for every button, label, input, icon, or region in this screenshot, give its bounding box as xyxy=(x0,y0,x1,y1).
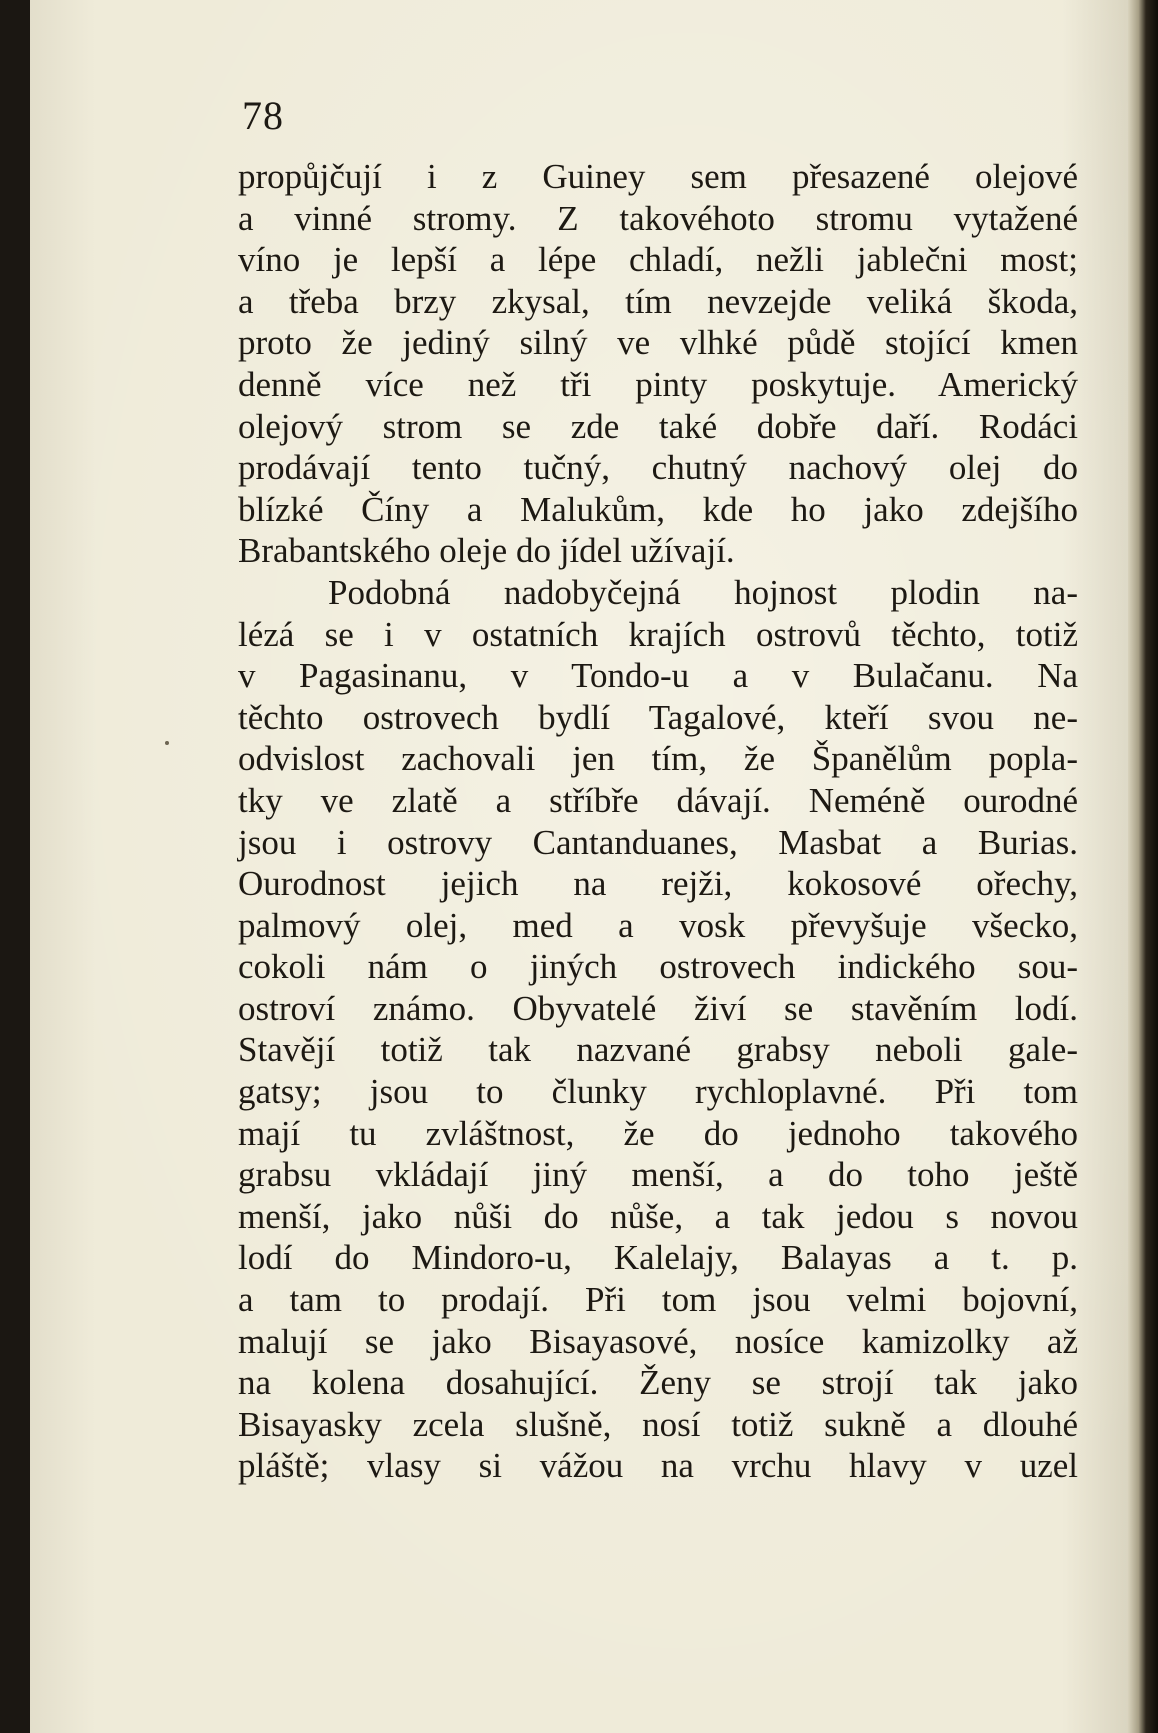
text-line: pláště; vlasy si vážou na vrchu hlavy v uzel xyxy=(238,1446,1078,1486)
text-line: denně více než tři pinty poskytuje. Americký xyxy=(238,364,1078,404)
page-number: 78 xyxy=(242,93,284,138)
text-line: a tam to prodají. Při tom jsou velmi bojovní, xyxy=(238,1280,1078,1320)
text-line: Ourodnost jejich na rejži, kokosové ořechy, xyxy=(238,864,1078,904)
text-line: menší, jako nůši do nůše, a tak jedou s novou xyxy=(238,1196,1078,1236)
text-line: lézá se i v ostatních krajích ostrovů těchto, totiž xyxy=(238,614,1078,654)
text-line: cokoli nám o jiných ostrovech indického sou- xyxy=(238,947,1078,987)
body-text xyxy=(238,156,1078,1487)
text-line: palmový olej, med a vosk převyšuje všecko, xyxy=(238,905,1078,945)
text-line: prodávají tento tučný, chutný nachový olej do xyxy=(238,448,1078,488)
text-line: ostroví známo. Obyvatelé živí se stavěním lodí. xyxy=(238,988,1078,1028)
text-line: a vinné stromy. Z takovéhoto stromu vytažené xyxy=(238,198,1078,238)
text-line: mají tu zvláštnost, že do jednoho takového xyxy=(238,1113,1078,1153)
text-line: na kolena dosahující. Ženy se strojí tak jako xyxy=(238,1363,1078,1403)
text-line: víno je lepší a lépe chladí, nežli jablečni most; xyxy=(238,240,1078,280)
text-line: tky ve zlatě a stříbře dávají. Neméně ourodné xyxy=(238,780,1078,820)
paragraph-start-line: Podobná nadobyčejná hojnost plodin na- xyxy=(328,572,1078,612)
text-line: v Pagasinanu, v Tondo-u a v Bulačanu. Na xyxy=(238,656,1078,696)
text-line: Bisayasky zcela slušně, nosí totiž sukně a dlouhé xyxy=(238,1404,1078,1444)
book-spine-edge xyxy=(1128,0,1158,1733)
page-sheet xyxy=(30,0,1128,1733)
paragraph-end-line: Brabantského oleje do jídel užívají. xyxy=(238,531,735,571)
text-line: a třeba brzy zkysal, tím nevzejde veliká škoda, xyxy=(238,281,1078,321)
text-line: grabsu vkládají jiný menší, a do toho ještě xyxy=(238,1155,1078,1195)
text-line: propůjčují i z Guiney sem přesazené olejové xyxy=(238,157,1078,196)
text-line: olejový strom se zde také dobře daří. Rodáci xyxy=(238,406,1078,446)
ink-speck xyxy=(165,741,169,745)
text-line: malují se jako Bisayasové, nosíce kamizolky až xyxy=(238,1321,1078,1361)
text-line: proto že jediný silný ve vlhké půdě stojící kmen xyxy=(238,323,1078,363)
text-line: blízké Číny a Malukům, kde ho jako zdejšího xyxy=(238,489,1078,529)
text-line: jsou i ostrovy Cantanduanes, Masbat a Burias. xyxy=(238,822,1078,862)
text-line: Stavějí totiž tak nazvané grabsy neboli gale- xyxy=(238,1030,1078,1070)
text-line: lodí do Mindoro-u, Kalelajy, Balayas a t. p. xyxy=(238,1238,1078,1278)
text-line: těchto ostrovech bydlí Tagalové, kteří svou ne- xyxy=(238,697,1078,737)
text-line: gatsy; jsou to člunky rychloplavné. Při tom xyxy=(238,1072,1078,1112)
text-line: odvislost zachovali jen tím, že Španělům popla- xyxy=(238,739,1078,779)
